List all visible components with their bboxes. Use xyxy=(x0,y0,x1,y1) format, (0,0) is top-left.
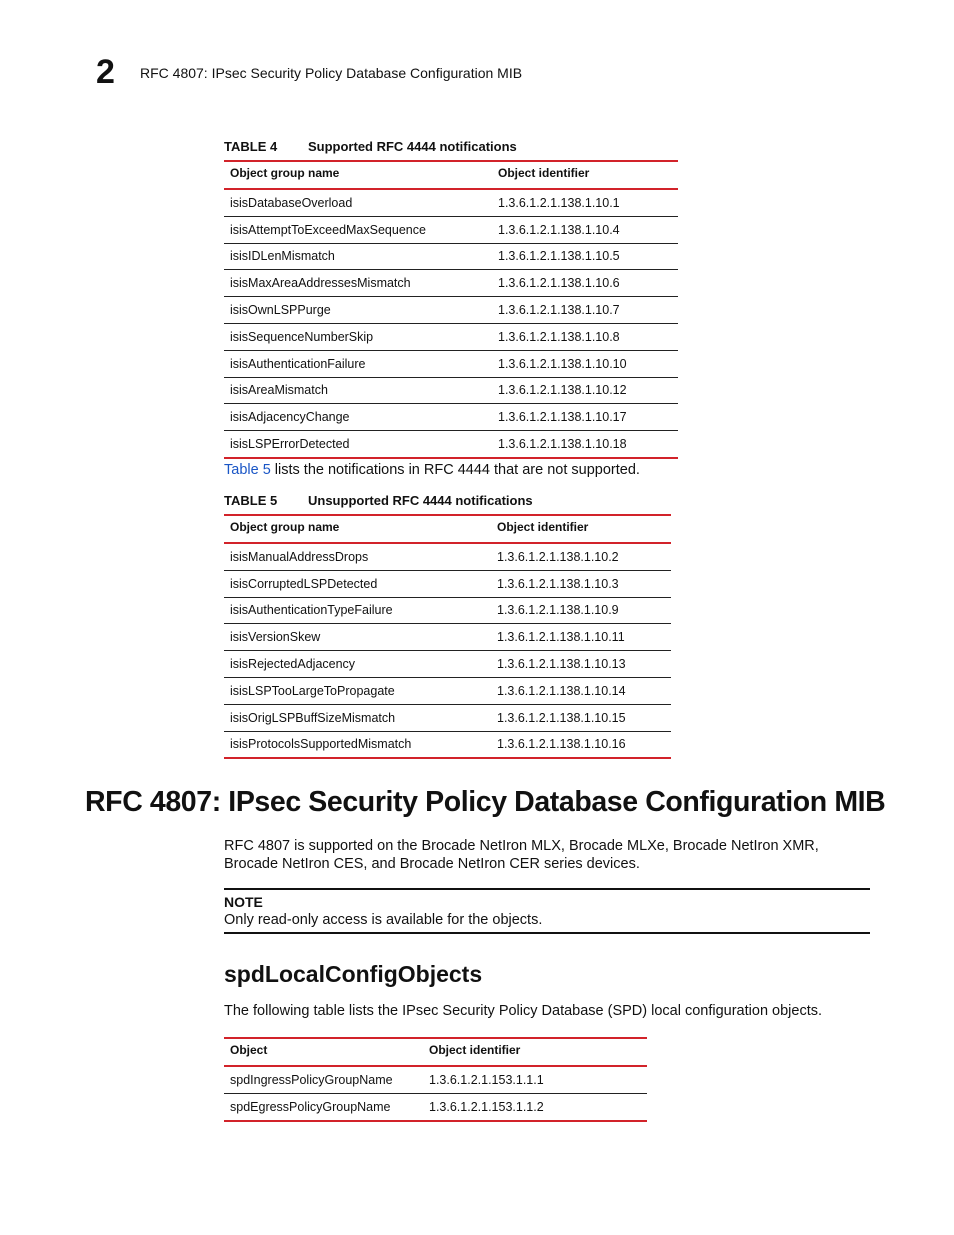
table5 xyxy=(224,514,671,759)
note-text: Only read-only access is available for the objects. xyxy=(224,912,543,928)
table-row xyxy=(224,731,671,758)
object-identifier-cell: 1.3.6.1.2.1.138.1.10.6 xyxy=(492,270,678,297)
section-intro-line1: RFC 4807 is supported on the Brocade NetIron MLX, Brocade MLXe, Brocade NetIron XMR, xyxy=(224,838,819,854)
table5-intro xyxy=(224,461,640,479)
spd-table-header-oid: Object identifier xyxy=(429,1043,521,1057)
object-name-cell: spdIngressPolicyGroupName xyxy=(224,1066,423,1093)
object-identifier-cell: 1.3.6.1.2.1.138.1.10.5 xyxy=(492,243,678,270)
object-identifier-cell: 1.3.6.1.2.1.138.1.10.15 xyxy=(491,704,671,731)
object-name-cell: isisLSPTooLargeToPropagate xyxy=(224,677,491,704)
object-name-cell: isisDatabaseOverload xyxy=(224,189,492,216)
table-row xyxy=(224,570,671,597)
spd-table-header-object: Object xyxy=(230,1043,268,1057)
table5-header-oid: Object identifier xyxy=(497,520,589,534)
table5-header-name: Object group name xyxy=(230,520,340,534)
table-row xyxy=(224,1093,647,1120)
table-row xyxy=(224,243,678,270)
table4-header-name: Object group name xyxy=(230,166,340,180)
table4-label: TABLE 4 xyxy=(224,139,278,154)
table-row xyxy=(224,404,678,431)
object-name-cell: spdEgressPolicyGroupName xyxy=(224,1093,423,1120)
table5-title: Unsupported RFC 4444 notifications xyxy=(308,493,533,508)
chapter-number: 2 xyxy=(96,53,115,91)
table5-link[interactable]: Table 5 xyxy=(224,462,271,478)
object-name-cell: isisAuthenticationFailure xyxy=(224,350,492,377)
object-identifier-cell: 1.3.6.1.2.1.138.1.10.7 xyxy=(492,297,678,324)
object-identifier-cell: 1.3.6.1.2.1.138.1.10.3 xyxy=(491,570,671,597)
object-identifier-cell: 1.3.6.1.2.1.138.1.10.1 xyxy=(492,189,678,216)
table-row xyxy=(224,597,671,624)
table-row xyxy=(224,297,678,324)
object-name-cell: isisCorruptedLSPDetected xyxy=(224,570,491,597)
object-identifier-cell: 1.3.6.1.2.1.153.1.1.1 xyxy=(423,1066,647,1093)
subsection-intro: The following table lists the IPsec Security Policy Database (SPD) local configuration objects. xyxy=(224,1003,823,1019)
table-row xyxy=(224,189,678,216)
table4-body xyxy=(224,189,678,458)
object-name-cell: isisOwnLSPPurge xyxy=(224,297,492,324)
object-name-cell: isisIDLenMismatch xyxy=(224,243,492,270)
table5-intro-text: lists the notifications in RFC 4444 that are not supported. xyxy=(270,462,640,478)
object-identifier-cell: 1.3.6.1.2.1.138.1.10.2 xyxy=(491,543,671,570)
spd-objects-table xyxy=(224,1037,647,1122)
section-title: RFC 4807: IPsec Security Policy Database Configuration MIB xyxy=(85,786,886,818)
table-row xyxy=(224,323,678,350)
table-row xyxy=(224,270,678,297)
object-identifier-cell: 1.3.6.1.2.1.153.1.1.2 xyxy=(423,1093,647,1120)
object-name-cell: isisProtocolsSupportedMismatch xyxy=(224,731,491,758)
running-header: RFC 4807: IPsec Security Policy Database Configuration MIB xyxy=(140,65,523,81)
table-row xyxy=(224,543,671,570)
object-identifier-cell: 1.3.6.1.2.1.138.1.10.8 xyxy=(492,323,678,350)
table-row xyxy=(224,624,671,651)
table-row xyxy=(224,350,678,377)
object-identifier-cell: 1.3.6.1.2.1.138.1.10.9 xyxy=(491,597,671,624)
table4 xyxy=(224,160,678,459)
note-label: NOTE xyxy=(224,894,263,910)
object-name-cell: isisAttemptToExceedMaxSequence xyxy=(224,216,492,243)
section-intro-line2: Brocade NetIron CES, and Brocade NetIron CER series devices. xyxy=(224,856,640,872)
object-identifier-cell: 1.3.6.1.2.1.138.1.10.14 xyxy=(491,677,671,704)
object-identifier-cell: 1.3.6.1.2.1.138.1.10.4 xyxy=(492,216,678,243)
object-identifier-cell: 1.3.6.1.2.1.138.1.10.11 xyxy=(491,624,671,651)
object-name-cell: isisRejectedAdjacency xyxy=(224,651,491,678)
object-name-cell: isisAreaMismatch xyxy=(224,377,492,404)
object-identifier-cell: 1.3.6.1.2.1.138.1.10.13 xyxy=(491,651,671,678)
table-row xyxy=(224,651,671,678)
table-row xyxy=(224,431,678,458)
table-row xyxy=(224,377,678,404)
object-name-cell: isisAdjacencyChange xyxy=(224,404,492,431)
table5-body xyxy=(224,543,671,758)
object-identifier-cell: 1.3.6.1.2.1.138.1.10.17 xyxy=(492,404,678,431)
table4-title: Supported RFC 4444 notifications xyxy=(308,139,517,154)
object-identifier-cell: 1.3.6.1.2.1.138.1.10.16 xyxy=(491,731,671,758)
note-box xyxy=(224,888,870,934)
object-name-cell: isisOrigLSPBuffSizeMismatch xyxy=(224,704,491,731)
table-row xyxy=(224,704,671,731)
object-name-cell: isisAuthenticationTypeFailure xyxy=(224,597,491,624)
object-name-cell: isisSequenceNumberSkip xyxy=(224,323,492,350)
object-name-cell: isisManualAddressDrops xyxy=(224,543,491,570)
object-identifier-cell: 1.3.6.1.2.1.138.1.10.10 xyxy=(492,350,678,377)
table5-caption xyxy=(224,493,533,508)
table4-header-oid: Object identifier xyxy=(498,166,590,180)
spd-table-body xyxy=(224,1066,647,1121)
object-name-cell: isisLSPErrorDetected xyxy=(224,431,492,458)
subsection-title: spdLocalConfigObjects xyxy=(224,961,483,987)
table-row xyxy=(224,216,678,243)
object-name-cell: isisVersionSkew xyxy=(224,624,491,651)
table4-caption xyxy=(224,139,517,154)
table5-label: TABLE 5 xyxy=(224,493,278,508)
object-identifier-cell: 1.3.6.1.2.1.138.1.10.18 xyxy=(492,431,678,458)
table-row xyxy=(224,1066,647,1093)
object-name-cell: isisMaxAreaAddressesMismatch xyxy=(224,270,492,297)
object-identifier-cell: 1.3.6.1.2.1.138.1.10.12 xyxy=(492,377,678,404)
table-row xyxy=(224,677,671,704)
